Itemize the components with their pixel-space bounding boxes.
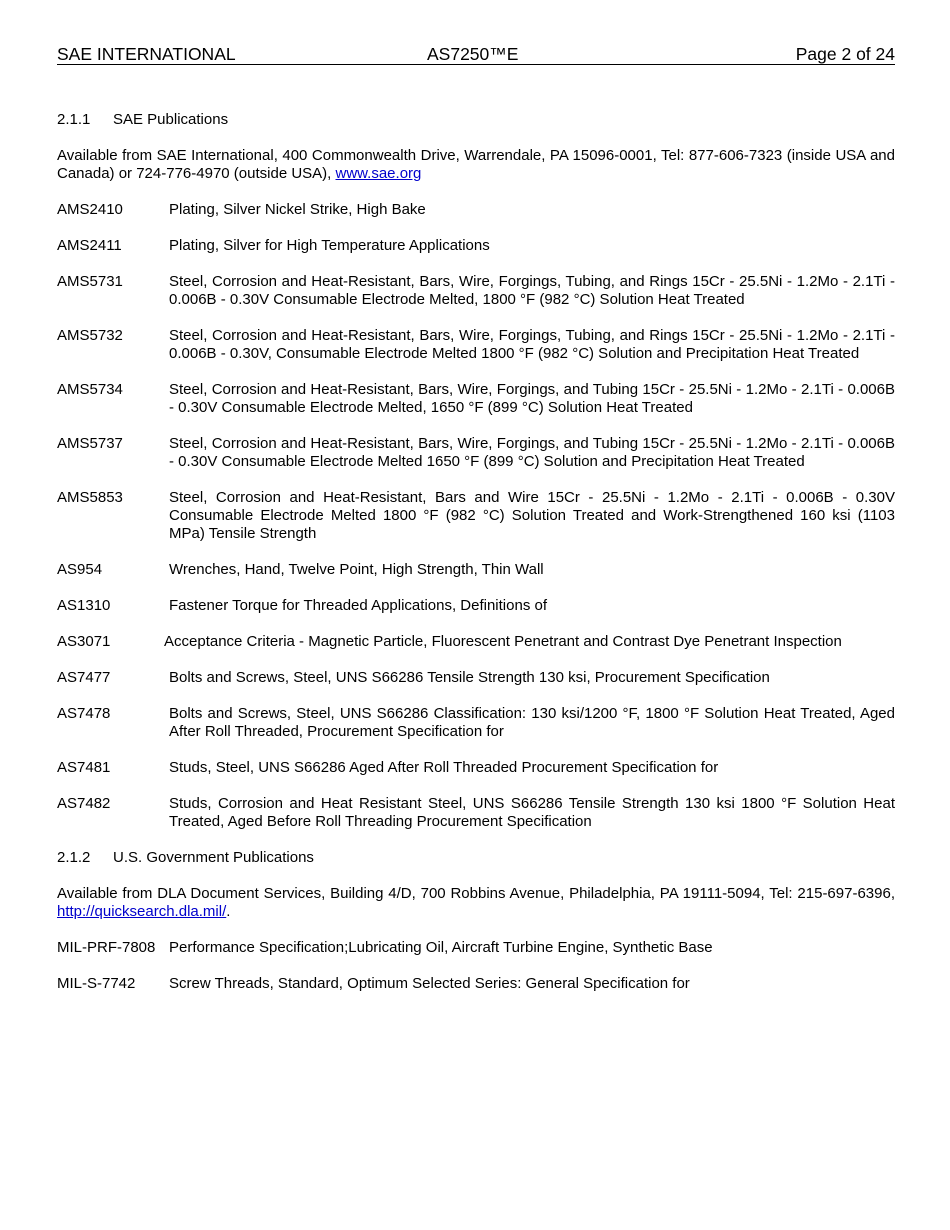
reference-entry (57, 705, 895, 741)
reference-entry (57, 561, 895, 579)
reference-description: Studs, Steel, UNS S66286 Aged After Roll Threaded Procurement Specification for (169, 759, 719, 776)
reference-code: AS954 (57, 561, 103, 578)
reference-entry (57, 759, 895, 777)
reference-code: AS7477 (57, 669, 111, 686)
reference-description: Steel, Corrosion and Heat-Resistant, Bars, Wire, Forgings, and Tubing 15Cr - 25.5Ni - 1.2Mo - 2.1Ti - 0.006B - 0.30V Consumable Electrode Melted, 1650 °F (899 °C) Solution Heat Treated (169, 381, 895, 416)
reference-code: AS3071 (57, 633, 111, 650)
page-content (57, 111, 895, 1011)
reference-entry (57, 273, 895, 309)
reference-entry (57, 327, 895, 363)
reference-entry (57, 435, 895, 471)
header-page-number: Page 2 of 24 (795, 44, 895, 64)
reference-entry (57, 237, 895, 255)
section-title: U.S. Government Publications (113, 849, 314, 866)
reference-description: Studs, Corrosion and Heat Resistant Steel, UNS S66286 Tensile Strength 130 ksi 1800 °F Solution Heat Treated, Aged Before Roll Threading Procurement Specification (169, 795, 895, 830)
dla-availability-paragraph (57, 885, 895, 921)
reference-code: AS1310 (57, 597, 111, 614)
reference-code: AS7482 (57, 795, 111, 812)
reference-description: Steel, Corrosion and Heat-Resistant, Bars, Wire, Forgings, Tubing, and Rings 15Cr - 25.5Ni - 1.2Mo - 2.1Ti - 0.006B - 0.30V, Consumable Electrode Melted 1800 °F (982 °C) Solution and Precipitation Heat Treated (169, 327, 895, 362)
availability-text: Available from SAE International, 400 Commonwealth Drive, Warrendale, PA 15096-0001, Tel: 877-606-7323 (inside USA and Canada) or 724-776-4970 (outside USA), (57, 147, 895, 182)
sae-availability-paragraph (57, 147, 895, 183)
reference-description: Plating, Silver Nickel Strike, High Bake (169, 201, 426, 218)
section-heading-2-1-1 (57, 111, 895, 129)
reference-description: Plating, Silver for High Temperature Applications (169, 237, 490, 254)
reference-code: AMS2411 (57, 237, 122, 254)
reference-entry (57, 669, 895, 687)
reference-entry (57, 381, 895, 417)
reference-description: Wrenches, Hand, Twelve Point, High Strength, Thin Wall (169, 561, 544, 578)
reference-entry (57, 795, 895, 831)
reference-entry (57, 975, 895, 993)
reference-code: AMS5853 (57, 489, 123, 506)
header-org: SAE INTERNATIONAL (57, 44, 236, 64)
dla-quicksearch-link[interactable]: http://quicksearch.dla.mil/ (57, 903, 227, 920)
sae-website-link[interactable]: www.sae.org (335, 165, 422, 182)
reference-description: Steel, Corrosion and Heat-Resistant, Bars, Wire, Forgings, and Tubing 15Cr - 25.5Ni - 1.2Mo - 2.1Ti - 0.006B - 0.30V Consumable Electrode Melted 1650 °F (899 °C) Solution and Precipitation Heat Treated (169, 435, 895, 470)
reference-code: AMS5737 (57, 435, 123, 452)
reference-description: Screw Threads, Standard, Optimum Selected Series: General Specification for (169, 975, 690, 992)
page-header (57, 44, 895, 65)
reference-code: AMS5731 (57, 273, 123, 290)
reference-description: Performance Specification;Lubricating Oil, Aircraft Turbine Engine, Synthetic Base (169, 939, 713, 956)
reference-code: MIL-PRF-7808 (57, 939, 156, 956)
availability-text: Available from DLA Document Services, Building 4/D, 700 Robbins Avenue, Philadelphia, PA 19111-5094, Tel: 215-697-6396, (57, 885, 895, 902)
reference-entry (57, 201, 895, 219)
reference-entry (57, 939, 895, 957)
section-number: 2.1.1 (57, 111, 91, 128)
reference-code: AMS2410 (57, 201, 123, 218)
reference-code: MIL-S-7742 (57, 975, 136, 992)
reference-description: Steel, Corrosion and Heat-Resistant, Bars and Wire 15Cr - 25.5Ni - 1.2Mo - 2.1Ti - 0.006B - 0.30V Consumable Electrode Melted 1800 °F (982 °C) Solution Treated and Work-Strengthened 160 ksi (1103 MPa) Tensile Strength (169, 489, 895, 542)
reference-description: Steel, Corrosion and Heat-Resistant, Bars, Wire, Forgings, Tubing, and Rings 15Cr - 25.5Ni - 1.2Mo - 2.1Ti - 0.006B - 0.30V Consumable Electrode Melted, 1800 °F (982 °C) Solution Heat Treated (169, 273, 895, 308)
section-title: SAE Publications (113, 111, 229, 128)
section-heading-2-1-2 (57, 849, 895, 867)
trailing-period: . (226, 903, 231, 920)
reference-entry (57, 597, 895, 615)
reference-description: Bolts and Screws, Steel, UNS S66286 Classification: 130 ksi/1200 °F, 1800 °F Solution Heat Treated, Aged After Roll Threaded, Procurement Specification for (169, 705, 895, 740)
reference-code: AMS5732 (57, 327, 123, 344)
reference-code: AS7481 (57, 759, 111, 776)
reference-description: Acceptance Criteria - Magnetic Particle, Fluorescent Penetrant and Contrast Dye Penetrant Inspection (164, 633, 842, 650)
reference-entry (57, 633, 895, 651)
reference-description: Bolts and Screws, Steel, UNS S66286 Tensile Strength 130 ksi, Procurement Specification (169, 669, 770, 686)
reference-code: AS7478 (57, 705, 111, 722)
reference-code: AMS5734 (57, 381, 123, 398)
reference-entry (57, 489, 895, 543)
header-doc-id: AS7250™E (427, 44, 519, 64)
section-number: 2.1.2 (57, 849, 91, 866)
reference-description: Fastener Torque for Threaded Applications, Definitions of (169, 597, 548, 614)
